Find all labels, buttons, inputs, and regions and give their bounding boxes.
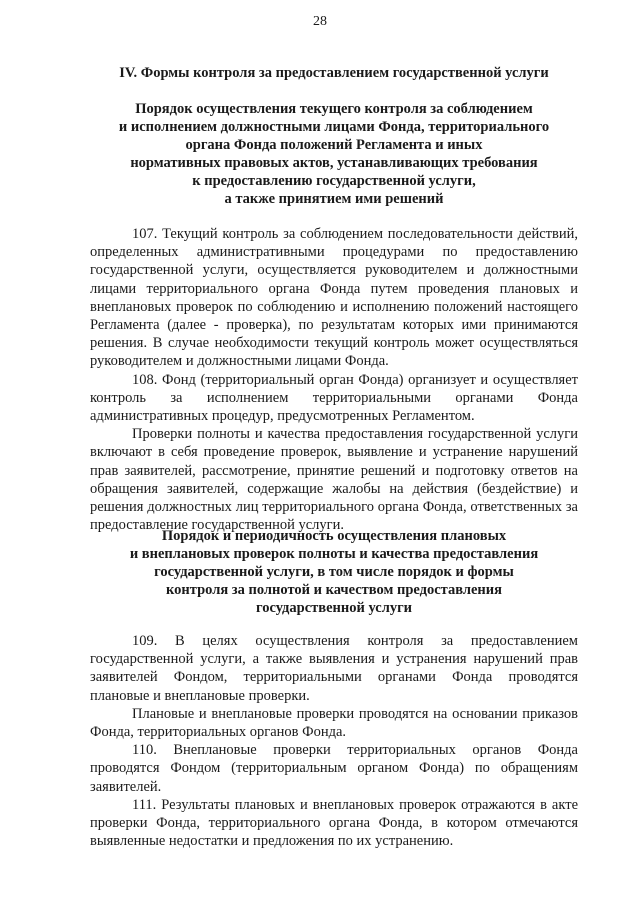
subheading-line: Порядок осуществления текущего контроля за соблюдением (135, 101, 533, 117)
body-block-checks (90, 632, 578, 850)
subheading-line: контроля за полнотой и качеством предоставления (166, 582, 502, 598)
subheading-current-control (90, 100, 578, 208)
subheading-checks-periodicity (90, 527, 578, 617)
subheading-line: государственной услуги (255, 600, 413, 616)
page-number: 28 (313, 14, 327, 29)
subheading-line: нормативных правовых актов, устанавливающих требования (130, 155, 538, 171)
paragraph-107: 107. Текущий контроль за соблюдением последовательности действий, определенных административными процедурами по предоставлению государственной услуги, осуществляется руководителем и должностными лицами территориального органа Фонда путем проведения плановых и внеплановых проверок по соблюдению и исполнению положений настоящего Регламента (далее - проверка), по результатам которых ими принимаются решения. В случае необходимости текущий контроль может осуществляться руководителем и должностными лицами Фонда. (90, 226, 578, 370)
subheading-line: и внеплановых проверок полноты и качества предоставления (129, 546, 539, 562)
paragraph-orders: Плановые и внеплановые проверки проводятся на основании приказов Фонда, территориальных органов Фонда. (90, 705, 578, 741)
body-block-current-control (90, 225, 578, 534)
section-title: IV. Формы контроля за предоставлением государственной услуги (119, 65, 549, 81)
subheading-line: Порядок и периодичность осуществления плановых (161, 528, 507, 544)
subheading-line: и исполнением должностными лицами Фонда, территориального (118, 119, 550, 135)
subheading-line: а также принятием ими решений (224, 191, 444, 207)
paragraph-110: 110. Внеплановые проверки территориальных органов Фонда проводятся Фондом (территориальным органом Фонда) по обращениям заявителей. (90, 742, 578, 795)
subheading-line: к предоставлению государственной услуги, (192, 173, 476, 189)
paragraph-108: 108. Фонд (территориальный орган Фонда) организует и осуществляет контроль за исполнением территориальными органами Фонда административных процедур, предусмотренных Регламентом. (90, 371, 578, 425)
paragraph-111: 111. Результаты плановых и внеплановых проверок отражаются в акте проверки Фонда, территориального органа Фонда, в котором отмечаются выявленные недостатки и предложения по их устранению. (90, 796, 578, 850)
subheading-line: органа Фонда положений Регламента и иных (185, 137, 483, 153)
subheading-line: государственной услуги, в том числе порядок и формы (154, 564, 514, 580)
paragraph-checks-scope: Проверки полноты и качества предоставления государственной услуги включают в себя проведение проверок, выявление и устранение нарушений прав заявителей, рассмотрение, принятие решений и подготовку ответов на обращения заявителей, содержащие жалобы на действия (бездействие) и решения должностных лиц территориального органа Фонда, ответственных за предоставление государственной услуги. (90, 426, 578, 534)
paragraph-109: 109. В целях осуществления контроля за предоставлением государственной услуги, а также выявления и устранения нарушений прав заявителей Фондом, территориальными органами Фонда проводятся плановые и внеплановые проверки. (90, 633, 578, 704)
